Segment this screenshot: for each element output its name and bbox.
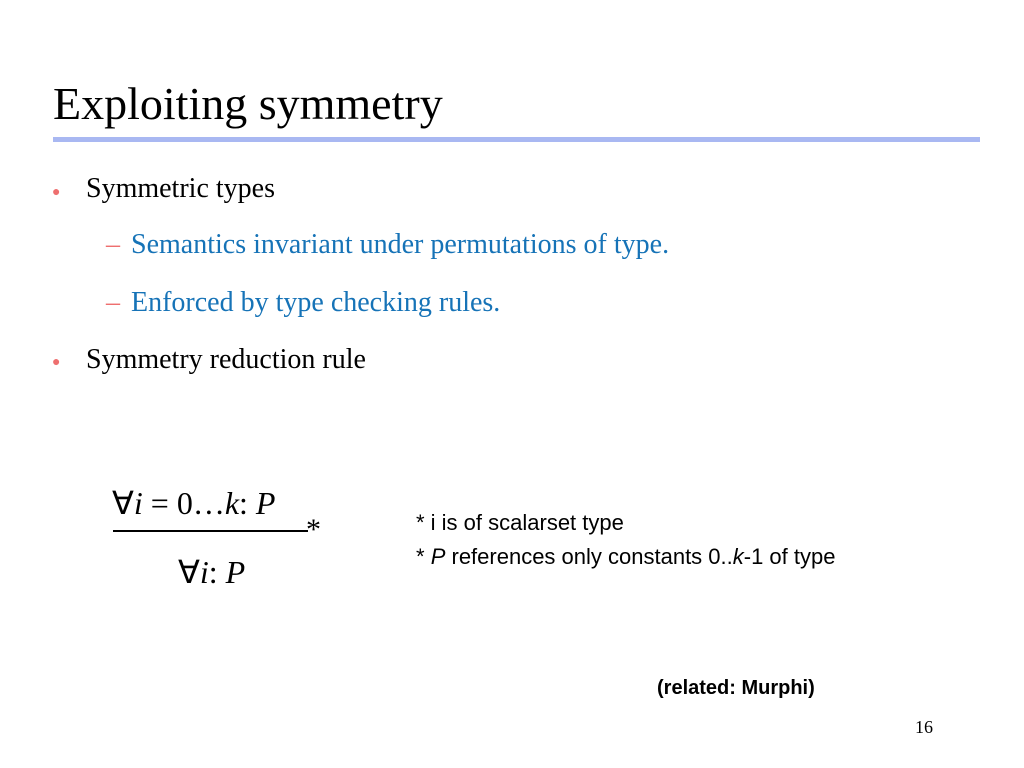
page-number: 16 — [915, 717, 933, 737]
rule-denominator — [178, 553, 245, 591]
rule-var: i — [133, 485, 143, 521]
note-suffix: -1 of type — [743, 544, 836, 569]
rule-numerator — [112, 484, 275, 522]
bullet-dot-icon: ● — [52, 185, 61, 200]
rule-colon: : — [208, 554, 226, 590]
forall-symbol: ∀ — [112, 485, 134, 521]
note-p: P — [430, 544, 446, 569]
dash-marker: – — [106, 287, 120, 318]
rule-prop: P — [255, 485, 276, 521]
bullet-symmetry-reduction: Symmetry reduction rule — [86, 344, 366, 375]
bullet-symmetric-types: Symmetric types — [86, 173, 275, 204]
note-star: * — [416, 544, 431, 569]
rule-fraction-bar — [113, 530, 308, 532]
bullet-dot-icon: ● — [52, 355, 61, 370]
rule-var: i — [199, 554, 209, 590]
note-references — [416, 544, 835, 570]
related-note: (related: Murphi) — [657, 677, 815, 699]
rule-prop: P — [225, 554, 246, 590]
note-k: k — [732, 544, 744, 569]
rule-colon: : — [239, 485, 256, 521]
sub-bullet-semantics: Semantics invariant under permutations of type. — [131, 229, 670, 260]
rule-k: k — [224, 485, 240, 521]
rule-range: = 0 — [142, 485, 193, 521]
rule-star: * — [306, 513, 321, 546]
sub-bullet-enforced: Enforced by type checking rules. — [131, 287, 501, 318]
dash-marker: – — [106, 229, 120, 260]
note-scalarset: * i is of scalarset type — [416, 510, 624, 535]
slide-title: Exploiting symmetry — [53, 78, 443, 129]
note-mid: references only constants 0.. — [445, 544, 733, 569]
title-underline — [53, 137, 980, 142]
rule-ellipsis: … — [192, 485, 225, 521]
forall-symbol: ∀ — [178, 554, 200, 590]
